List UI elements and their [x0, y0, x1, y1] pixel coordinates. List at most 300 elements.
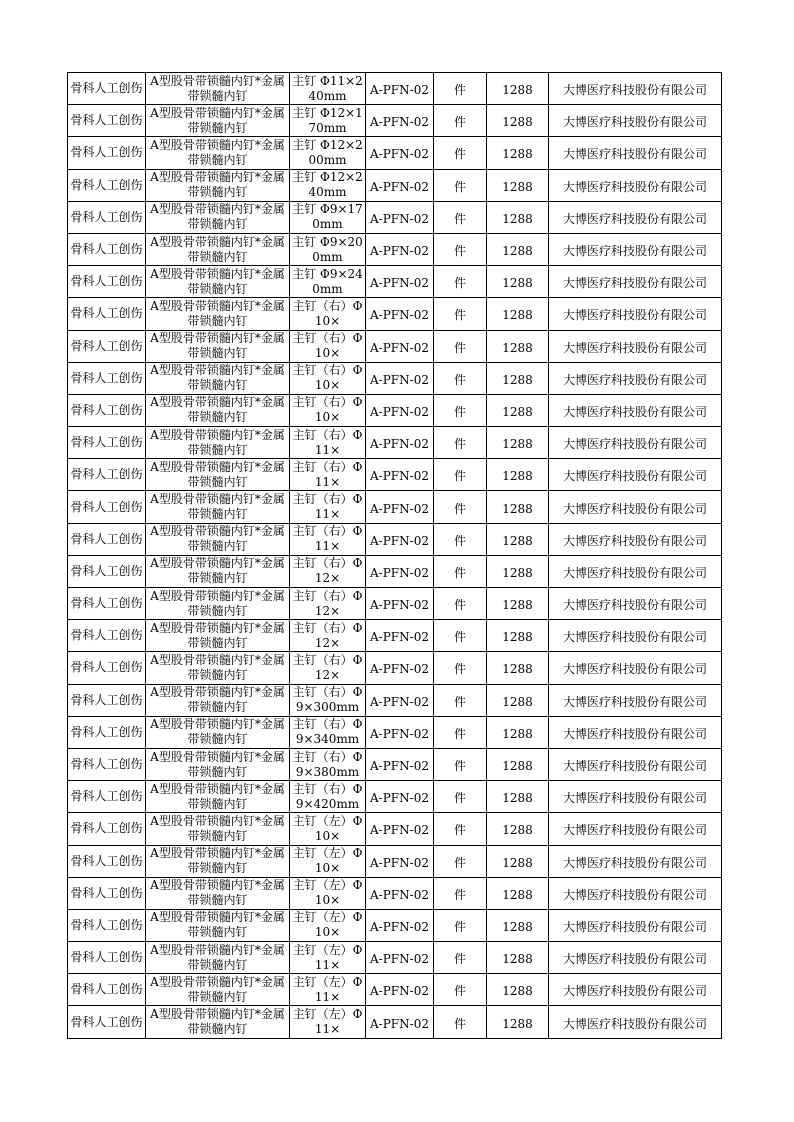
company-cell: [549, 330, 722, 362]
product-name-cell: [146, 459, 290, 491]
spec-cell-text: 主钉（右）Φ11×: [292, 492, 363, 522]
category-cell: [68, 748, 146, 780]
category-cell: [68, 298, 146, 330]
unit-cell-text: 件: [453, 565, 466, 580]
company-cell: [549, 394, 722, 426]
model-cell: [366, 266, 434, 298]
price-cell: [487, 459, 549, 491]
unit-cell: [434, 362, 487, 394]
spec-cell: [290, 362, 366, 394]
category-cell-text: 骨科人工创伤: [70, 596, 143, 611]
model-cell-text: A-PFN-02: [370, 404, 429, 419]
table-row: [68, 362, 722, 394]
company-cell: [549, 652, 722, 684]
price-cell-text: 1288: [502, 469, 533, 484]
price-cell-text: 1288: [502, 726, 533, 741]
company-cell: [549, 459, 722, 491]
category-cell-text: 骨科人工创伤: [70, 789, 143, 804]
product-name-cell-text: A型股骨带锁髓内钉*金属带锁髓内钉: [150, 1007, 285, 1037]
unit-cell-text: 件: [453, 147, 466, 162]
price-cell: [487, 169, 549, 201]
company-cell-text: 大博医疗科技股份有限公司: [562, 565, 707, 580]
category-cell: [68, 909, 146, 941]
company-cell: [549, 266, 722, 298]
unit-cell-text: 件: [453, 211, 466, 226]
table-body: [68, 73, 722, 1039]
company-cell: [549, 684, 722, 716]
category-cell: [68, 394, 146, 426]
model-cell: [366, 845, 434, 877]
unit-cell: [434, 201, 487, 233]
category-cell-text: 骨科人工创伤: [70, 757, 143, 772]
company-cell-text: 大博医疗科技股份有限公司: [562, 919, 707, 934]
company-cell-text: 大博医疗科技股份有限公司: [562, 308, 707, 323]
spec-cell-text: 主钉（右）Φ11×: [292, 459, 363, 489]
spec-cell-text: 主钉（右）Φ12×: [292, 556, 363, 586]
category-cell: [68, 427, 146, 459]
category-cell: [68, 233, 146, 265]
unit-cell: [434, 781, 487, 813]
category-cell-text: 骨科人工创伤: [70, 274, 143, 289]
spec-cell-text: 主钉（右）Φ11×: [292, 524, 363, 554]
category-cell: [68, 684, 146, 716]
company-cell-text: 大博医疗科技股份有限公司: [562, 404, 707, 419]
product-name-cell-text: A型股骨带锁髓内钉*金属带锁髓内钉: [150, 846, 285, 876]
product-name-cell: [146, 298, 290, 330]
spec-cell-text: 主钉 Φ9×170mm: [292, 202, 363, 232]
price-cell-text: 1288: [502, 308, 533, 323]
model-cell: [366, 169, 434, 201]
price-cell-text: 1288: [502, 887, 533, 902]
model-cell: [366, 362, 434, 394]
table-row: [68, 942, 722, 974]
category-cell: [68, 845, 146, 877]
product-name-cell-text: A型股骨带锁髓内钉*金属带锁髓内钉: [150, 620, 285, 650]
category-cell-text: 骨科人工创伤: [70, 531, 143, 546]
price-cell-text: 1288: [502, 855, 533, 870]
table-row: [68, 555, 722, 587]
table-row: [68, 73, 722, 105]
company-cell: [549, 201, 722, 233]
model-cell-text: A-PFN-02: [370, 340, 429, 355]
product-name-cell-text: A型股骨带锁髓内钉*金属带锁髓内钉: [150, 556, 285, 586]
company-cell: [549, 523, 722, 555]
unit-cell-text: 件: [453, 598, 466, 613]
price-cell-text: 1288: [502, 115, 533, 130]
spec-cell-text: 主钉（左）Φ10×: [292, 813, 363, 843]
model-cell-text: A-PFN-02: [370, 211, 429, 226]
table-row: [68, 877, 722, 909]
table-row: [68, 201, 722, 233]
table-row: [68, 620, 722, 652]
category-cell: [68, 652, 146, 684]
unit-cell: [434, 748, 487, 780]
spec-cell: [290, 845, 366, 877]
table-row: [68, 491, 722, 523]
model-cell-text: A-PFN-02: [370, 598, 429, 613]
price-cell-text: 1288: [502, 533, 533, 548]
price-cell-text: 1288: [502, 1016, 533, 1031]
unit-cell: [434, 523, 487, 555]
product-name-cell: [146, 781, 290, 813]
spec-cell-text: 主钉 Φ12×170mm: [292, 105, 363, 135]
model-cell-text: A-PFN-02: [370, 759, 429, 774]
model-cell-text: A-PFN-02: [370, 726, 429, 741]
product-name-cell: [146, 1006, 290, 1038]
product-name-cell: [146, 362, 290, 394]
category-cell-text: 骨科人工创伤: [70, 853, 143, 868]
company-cell-text: 大博医疗科技股份有限公司: [562, 598, 707, 613]
table-row: [68, 394, 722, 426]
table-row: [68, 845, 722, 877]
spec-cell: [290, 105, 366, 137]
category-cell: [68, 620, 146, 652]
model-cell-text: A-PFN-02: [370, 1016, 429, 1031]
unit-cell: [434, 298, 487, 330]
model-cell: [366, 298, 434, 330]
company-cell-text: 大博医疗科技股份有限公司: [562, 726, 707, 741]
unit-cell-text: 件: [453, 308, 466, 323]
unit-cell-text: 件: [453, 887, 466, 902]
model-cell: [366, 233, 434, 265]
unit-cell-text: 件: [453, 83, 466, 98]
spec-cell: [290, 233, 366, 265]
spec-cell-text: 主钉（左）Φ10×: [292, 846, 363, 876]
model-cell: [366, 781, 434, 813]
product-name-cell: [146, 105, 290, 137]
category-cell: [68, 362, 146, 394]
product-name-cell-text: A型股骨带锁髓内钉*金属带锁髓内钉: [150, 492, 285, 522]
unit-cell: [434, 105, 487, 137]
price-cell-text: 1288: [502, 759, 533, 774]
table-row: [68, 684, 722, 716]
unit-cell: [434, 427, 487, 459]
category-cell-text: 骨科人工创伤: [70, 1014, 143, 1029]
model-cell: [366, 684, 434, 716]
unit-cell-text: 件: [453, 726, 466, 741]
category-cell: [68, 1006, 146, 1038]
category-cell-text: 骨科人工创伤: [70, 306, 143, 321]
table-row: [68, 1006, 722, 1038]
unit-cell-text: 件: [453, 404, 466, 419]
price-cell: [487, 137, 549, 169]
company-cell: [549, 233, 722, 265]
model-cell: [366, 588, 434, 620]
price-cell-text: 1288: [502, 919, 533, 934]
spec-cell: [290, 909, 366, 941]
model-cell: [366, 909, 434, 941]
unit-cell: [434, 169, 487, 201]
price-cell-text: 1288: [502, 984, 533, 999]
model-cell: [366, 942, 434, 974]
category-cell-text: 骨科人工创伤: [70, 435, 143, 450]
category-cell: [68, 73, 146, 105]
spec-cell: [290, 748, 366, 780]
category-cell-text: 骨科人工创伤: [70, 724, 143, 739]
category-cell: [68, 942, 146, 974]
model-cell-text: A-PFN-02: [370, 662, 429, 677]
company-cell-text: 大博医疗科技股份有限公司: [562, 276, 707, 291]
product-name-cell-text: A型股骨带锁髓内钉*金属带锁髓内钉: [150, 202, 285, 232]
category-cell: [68, 201, 146, 233]
unit-cell-text: 件: [453, 984, 466, 999]
price-cell-text: 1288: [502, 565, 533, 580]
product-name-cell-text: A型股骨带锁髓内钉*金属带锁髓内钉: [150, 137, 285, 167]
model-cell-text: A-PFN-02: [370, 533, 429, 548]
spec-cell: [290, 523, 366, 555]
model-cell: [366, 201, 434, 233]
table-row: [68, 266, 722, 298]
table-row: [68, 588, 722, 620]
model-cell: [366, 974, 434, 1006]
unit-cell: [434, 877, 487, 909]
table-row: [68, 298, 722, 330]
unit-cell-text: 件: [453, 372, 466, 387]
spec-cell: [290, 459, 366, 491]
price-cell: [487, 716, 549, 748]
product-name-cell-text: A型股骨带锁髓内钉*金属带锁髓内钉: [150, 781, 285, 811]
category-cell-text: 骨科人工创伤: [70, 885, 143, 900]
product-name-cell-text: A型股骨带锁髓内钉*金属带锁髓内钉: [150, 331, 285, 361]
spec-cell-text: 主钉（右）Φ12×: [292, 652, 363, 682]
price-cell: [487, 781, 549, 813]
unit-cell-text: 件: [453, 501, 466, 516]
category-cell: [68, 330, 146, 362]
unit-cell-text: 件: [453, 630, 466, 645]
price-cell: [487, 909, 549, 941]
product-name-cell-text: A型股骨带锁髓内钉*金属带锁髓内钉: [150, 524, 285, 554]
category-cell-text: 骨科人工创伤: [70, 628, 143, 643]
product-name-cell: [146, 233, 290, 265]
price-cell-text: 1288: [502, 179, 533, 194]
product-name-cell: [146, 266, 290, 298]
table-row: [68, 523, 722, 555]
category-cell-text: 骨科人工创伤: [70, 950, 143, 965]
unit-cell: [434, 845, 487, 877]
product-name-cell: [146, 620, 290, 652]
unit-cell-text: 件: [453, 662, 466, 677]
product-name-cell-text: A型股骨带锁髓内钉*金属带锁髓内钉: [150, 717, 285, 747]
unit-cell: [434, 459, 487, 491]
product-name-cell: [146, 716, 290, 748]
model-cell: [366, 105, 434, 137]
company-cell-text: 大博医疗科技股份有限公司: [562, 952, 707, 967]
category-cell-text: 骨科人工创伤: [70, 338, 143, 353]
unit-cell: [434, 330, 487, 362]
category-cell-text: 骨科人工创伤: [70, 563, 143, 578]
spec-cell: [290, 620, 366, 652]
spec-cell: [290, 330, 366, 362]
product-name-cell-text: A型股骨带锁髓内钉*金属带锁髓内钉: [150, 974, 285, 1004]
company-cell-text: 大博医疗科技股份有限公司: [562, 630, 707, 645]
spec-cell-text: 主钉（右）Φ11×: [292, 427, 363, 457]
company-cell: [549, 555, 722, 587]
price-cell-text: 1288: [502, 662, 533, 677]
category-cell: [68, 523, 146, 555]
spec-cell-text: 主钉（右）Φ12×: [292, 588, 363, 618]
product-name-cell-text: A型股骨带锁髓内钉*金属带锁髓内钉: [150, 588, 285, 618]
model-cell-text: A-PFN-02: [370, 372, 429, 387]
company-cell: [549, 845, 722, 877]
price-cell: [487, 201, 549, 233]
spec-cell: [290, 73, 366, 105]
product-name-cell-text: A型股骨带锁髓内钉*金属带锁髓内钉: [150, 105, 285, 135]
price-cell: [487, 652, 549, 684]
product-name-cell: [146, 427, 290, 459]
product-name-cell-text: A型股骨带锁髓内钉*金属带锁髓内钉: [150, 685, 285, 715]
price-cell: [487, 298, 549, 330]
model-cell: [366, 813, 434, 845]
product-name-cell: [146, 201, 290, 233]
table-row: [68, 427, 722, 459]
unit-cell-text: 件: [453, 244, 466, 259]
unit-cell: [434, 620, 487, 652]
model-cell-text: A-PFN-02: [370, 919, 429, 934]
model-cell: [366, 330, 434, 362]
price-cell-text: 1288: [502, 211, 533, 226]
category-cell-text: 骨科人工创伤: [70, 113, 143, 128]
spec-cell: [290, 716, 366, 748]
category-cell: [68, 105, 146, 137]
price-cell-text: 1288: [502, 276, 533, 291]
table-row: [68, 137, 722, 169]
product-name-cell-text: A型股骨带锁髓内钉*金属带锁髓内钉: [150, 427, 285, 457]
model-cell: [366, 877, 434, 909]
model-cell: [366, 459, 434, 491]
table-row: [68, 330, 722, 362]
spec-cell-text: 主钉（右）Φ12×: [292, 620, 363, 650]
product-name-cell-text: A型股骨带锁髓内钉*金属带锁髓内钉: [150, 363, 285, 393]
unit-cell-text: 件: [453, 533, 466, 548]
price-cell: [487, 845, 549, 877]
product-name-cell-text: A型股骨带锁髓内钉*金属带锁髓内钉: [150, 878, 285, 908]
product-name-cell: [146, 974, 290, 1006]
product-name-cell: [146, 73, 290, 105]
model-cell: [366, 394, 434, 426]
price-cell-text: 1288: [502, 83, 533, 98]
spec-cell: [290, 781, 366, 813]
spec-cell-text: 主钉（右）Φ10×: [292, 298, 363, 328]
company-cell-text: 大博医疗科技股份有限公司: [562, 372, 707, 387]
spec-cell-text: 主钉 Φ12×200mm: [292, 137, 363, 167]
category-cell-text: 骨科人工创伤: [70, 692, 143, 707]
unit-cell: [434, 716, 487, 748]
model-cell-text: A-PFN-02: [370, 565, 429, 580]
unit-cell-text: 件: [453, 919, 466, 934]
model-cell: [366, 555, 434, 587]
price-cell: [487, 233, 549, 265]
unit-cell: [434, 909, 487, 941]
price-cell: [487, 1006, 549, 1038]
category-cell-text: 骨科人工创伤: [70, 982, 143, 997]
model-cell-text: A-PFN-02: [370, 630, 429, 645]
category-cell-text: 骨科人工创伤: [70, 917, 143, 932]
spec-cell: [290, 137, 366, 169]
model-cell-text: A-PFN-02: [370, 855, 429, 870]
unit-cell-text: 件: [453, 179, 466, 194]
unit-cell: [434, 233, 487, 265]
company-cell-text: 大博医疗科技股份有限公司: [562, 469, 707, 484]
category-cell: [68, 459, 146, 491]
company-cell: [549, 620, 722, 652]
spec-cell-text: 主钉（右）Φ9×380mm: [292, 749, 363, 779]
category-cell-text: 骨科人工创伤: [70, 402, 143, 417]
product-name-cell-text: A型股骨带锁髓内钉*金属带锁髓内钉: [150, 942, 285, 972]
company-cell: [549, 298, 722, 330]
unit-cell: [434, 813, 487, 845]
table-row: [68, 974, 722, 1006]
spec-cell-text: 主钉（右）Φ9×340mm: [292, 717, 363, 747]
category-cell: [68, 974, 146, 1006]
category-cell: [68, 266, 146, 298]
spec-cell: [290, 652, 366, 684]
category-cell: [68, 137, 146, 169]
company-cell: [549, 105, 722, 137]
price-cell-text: 1288: [502, 372, 533, 387]
price-cell: [487, 877, 549, 909]
price-cell: [487, 427, 549, 459]
unit-cell-text: 件: [453, 855, 466, 870]
price-cell: [487, 330, 549, 362]
unit-cell-text: 件: [453, 276, 466, 291]
document-page: [67, 72, 721, 1039]
price-cell: [487, 105, 549, 137]
model-cell-text: A-PFN-02: [370, 437, 429, 452]
model-cell: [366, 652, 434, 684]
price-cell: [487, 491, 549, 523]
table-row: [68, 459, 722, 491]
price-cell-text: 1288: [502, 437, 533, 452]
product-name-cell: [146, 137, 290, 169]
price-cell-text: 1288: [502, 630, 533, 645]
unit-cell-text: 件: [453, 340, 466, 355]
unit-cell-text: 件: [453, 1016, 466, 1031]
model-cell: [366, 427, 434, 459]
spec-cell: [290, 298, 366, 330]
model-cell-text: A-PFN-02: [370, 501, 429, 516]
spec-cell: [290, 877, 366, 909]
model-cell-text: A-PFN-02: [370, 823, 429, 838]
product-name-cell-text: A型股骨带锁髓内钉*金属带锁髓内钉: [150, 73, 285, 103]
unit-cell-text: 件: [453, 469, 466, 484]
company-cell-text: 大博医疗科技股份有限公司: [562, 1016, 707, 1031]
price-cell: [487, 555, 549, 587]
price-cell-text: 1288: [502, 340, 533, 355]
price-cell: [487, 266, 549, 298]
price-cell: [487, 73, 549, 105]
company-cell-text: 大博医疗科技股份有限公司: [562, 759, 707, 774]
company-cell: [549, 942, 722, 974]
spec-cell-text: 主钉（左）Φ11×: [292, 1007, 363, 1037]
company-cell-text: 大博医疗科技股份有限公司: [562, 211, 707, 226]
company-cell: [549, 716, 722, 748]
model-cell: [366, 491, 434, 523]
spec-cell-text: 主钉（右）Φ10×: [292, 395, 363, 425]
product-name-cell: [146, 942, 290, 974]
model-cell: [366, 716, 434, 748]
category-cell-text: 骨科人工创伤: [70, 467, 143, 482]
price-cell: [487, 813, 549, 845]
model-cell-text: A-PFN-02: [370, 694, 429, 709]
unit-cell-text: 件: [453, 694, 466, 709]
company-cell: [549, 137, 722, 169]
company-cell: [549, 491, 722, 523]
unit-cell: [434, 942, 487, 974]
company-cell: [549, 73, 722, 105]
price-cell: [487, 974, 549, 1006]
model-cell-text: A-PFN-02: [370, 952, 429, 967]
spec-cell-text: 主钉（右）Φ10×: [292, 363, 363, 393]
